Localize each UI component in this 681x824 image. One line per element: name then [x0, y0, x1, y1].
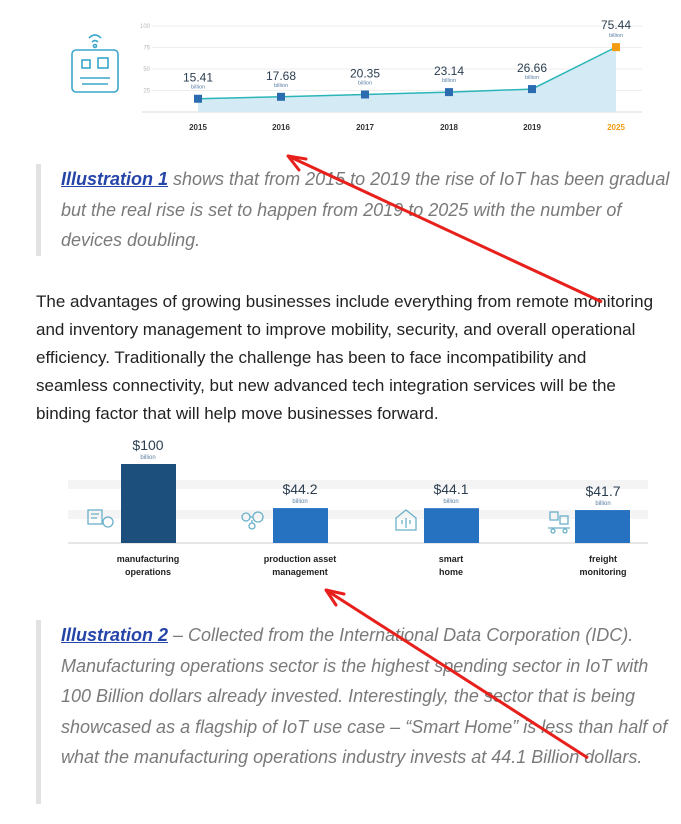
chart2-unit-label: billion	[292, 499, 308, 506]
chart1-value-label: 15.41	[182, 70, 214, 85]
chart1-point	[194, 95, 202, 103]
chart1-unit-label: billion	[273, 82, 289, 89]
iot-devices-line-chart	[60, 8, 660, 138]
chart1-unit-label: billion	[608, 33, 624, 40]
chart1-point	[612, 43, 620, 51]
chart2-category-label: management	[272, 567, 328, 577]
chart1-value-label: 20.35	[349, 66, 381, 81]
chart1-point	[277, 93, 285, 101]
illustration-2-link[interactable]: Illustration 2	[61, 625, 169, 645]
chart2-category-label: monitoring	[579, 567, 627, 577]
chart2-bar	[121, 464, 176, 543]
chart1-value-label: 23.14	[433, 64, 465, 79]
iot-spending-bar-chart	[60, 430, 660, 595]
chart1-value-label: 17.68	[265, 68, 297, 83]
illustration-1-text: shows that from 2015 to 2019 the rise of IoT has been gradual but the real rise is set to happen from 2019 to 2025 with the number of devices doubling.	[61, 169, 670, 250]
chart2-value-label: $44.2	[282, 481, 318, 498]
chart1-point	[445, 88, 453, 96]
chart2-unit-label: billion	[443, 499, 459, 506]
chart1-value-label: 75.44	[600, 18, 632, 33]
chart1-area	[198, 47, 616, 112]
chart1-unit-label: billion	[357, 80, 373, 87]
chart2-category-label: smart	[438, 554, 464, 564]
chart1-x-tick: 2015	[189, 123, 207, 132]
chart1-x-tick: 2025	[607, 123, 625, 132]
chart2-value-label: $41.7	[585, 483, 621, 500]
chart2-category-label: manufacturing	[116, 554, 180, 564]
chart1-unit-label: billion	[190, 84, 206, 91]
chart1-x-tick: 2017	[356, 123, 374, 132]
chart1-point	[361, 90, 369, 98]
chart1-x-tick: 2016	[272, 123, 290, 132]
chart1-unit-label: billion	[441, 78, 457, 85]
chart1-y-tick: 75	[143, 45, 150, 52]
chart2-category-label: production asset	[263, 554, 337, 564]
chart1-unit-label: billion	[524, 75, 540, 82]
chart2-bar	[273, 508, 328, 543]
illustration-1-link[interactable]: Illustration 1	[61, 169, 169, 189]
illustration-2-caption	[36, 620, 681, 804]
chart1-point	[528, 85, 536, 93]
illustration-1-caption	[36, 164, 681, 256]
chart1-y-tick: 100	[139, 24, 150, 30]
chart1-value-label: 26.66	[516, 61, 548, 76]
body-paragraph: The advantages of growing businesses include everything from remote monitoring and inventory management to improve mobility, security, and overall operational efficiency. Traditionally the challenge has been to face incompatibility and seamless connectivity, but new advanced tech integration services will be the binding factor that will help move businesses forward.	[36, 292, 654, 423]
chart1-y-tick: 25	[143, 88, 150, 95]
chart1-y-tick: 50	[143, 67, 150, 73]
chart2-category-label: home	[438, 567, 464, 577]
chart2-marks	[88, 437, 630, 577]
chart2-value-label: $44.1	[433, 481, 469, 498]
chart2-unit-label: billion	[595, 501, 611, 508]
iot-conveyor-icon	[72, 35, 118, 92]
illustration-2-text: – Collected from the International Data Corporation (IDC). Manufacturing operations sector is the highest spending sector in IoT with 100 Billion dollars already invested. Interestingly, the sector that is being showcased as a flagship of IoT use case – “Smart Home” is less than half of what the manufacturing operations industry invests at 44.1 Billion dollars.	[61, 625, 668, 767]
chart2-value-label: $100	[132, 437, 164, 453]
chart1-x-tick: 2018	[440, 123, 458, 132]
chart2-category-label: operations	[124, 567, 172, 577]
chart2-bar	[575, 510, 630, 543]
chart1-x-tick: 2019	[523, 123, 541, 132]
chart2-unit-label: billion	[140, 455, 156, 461]
chart2-bar	[424, 508, 479, 543]
chart2-category-label: freight	[589, 554, 617, 564]
